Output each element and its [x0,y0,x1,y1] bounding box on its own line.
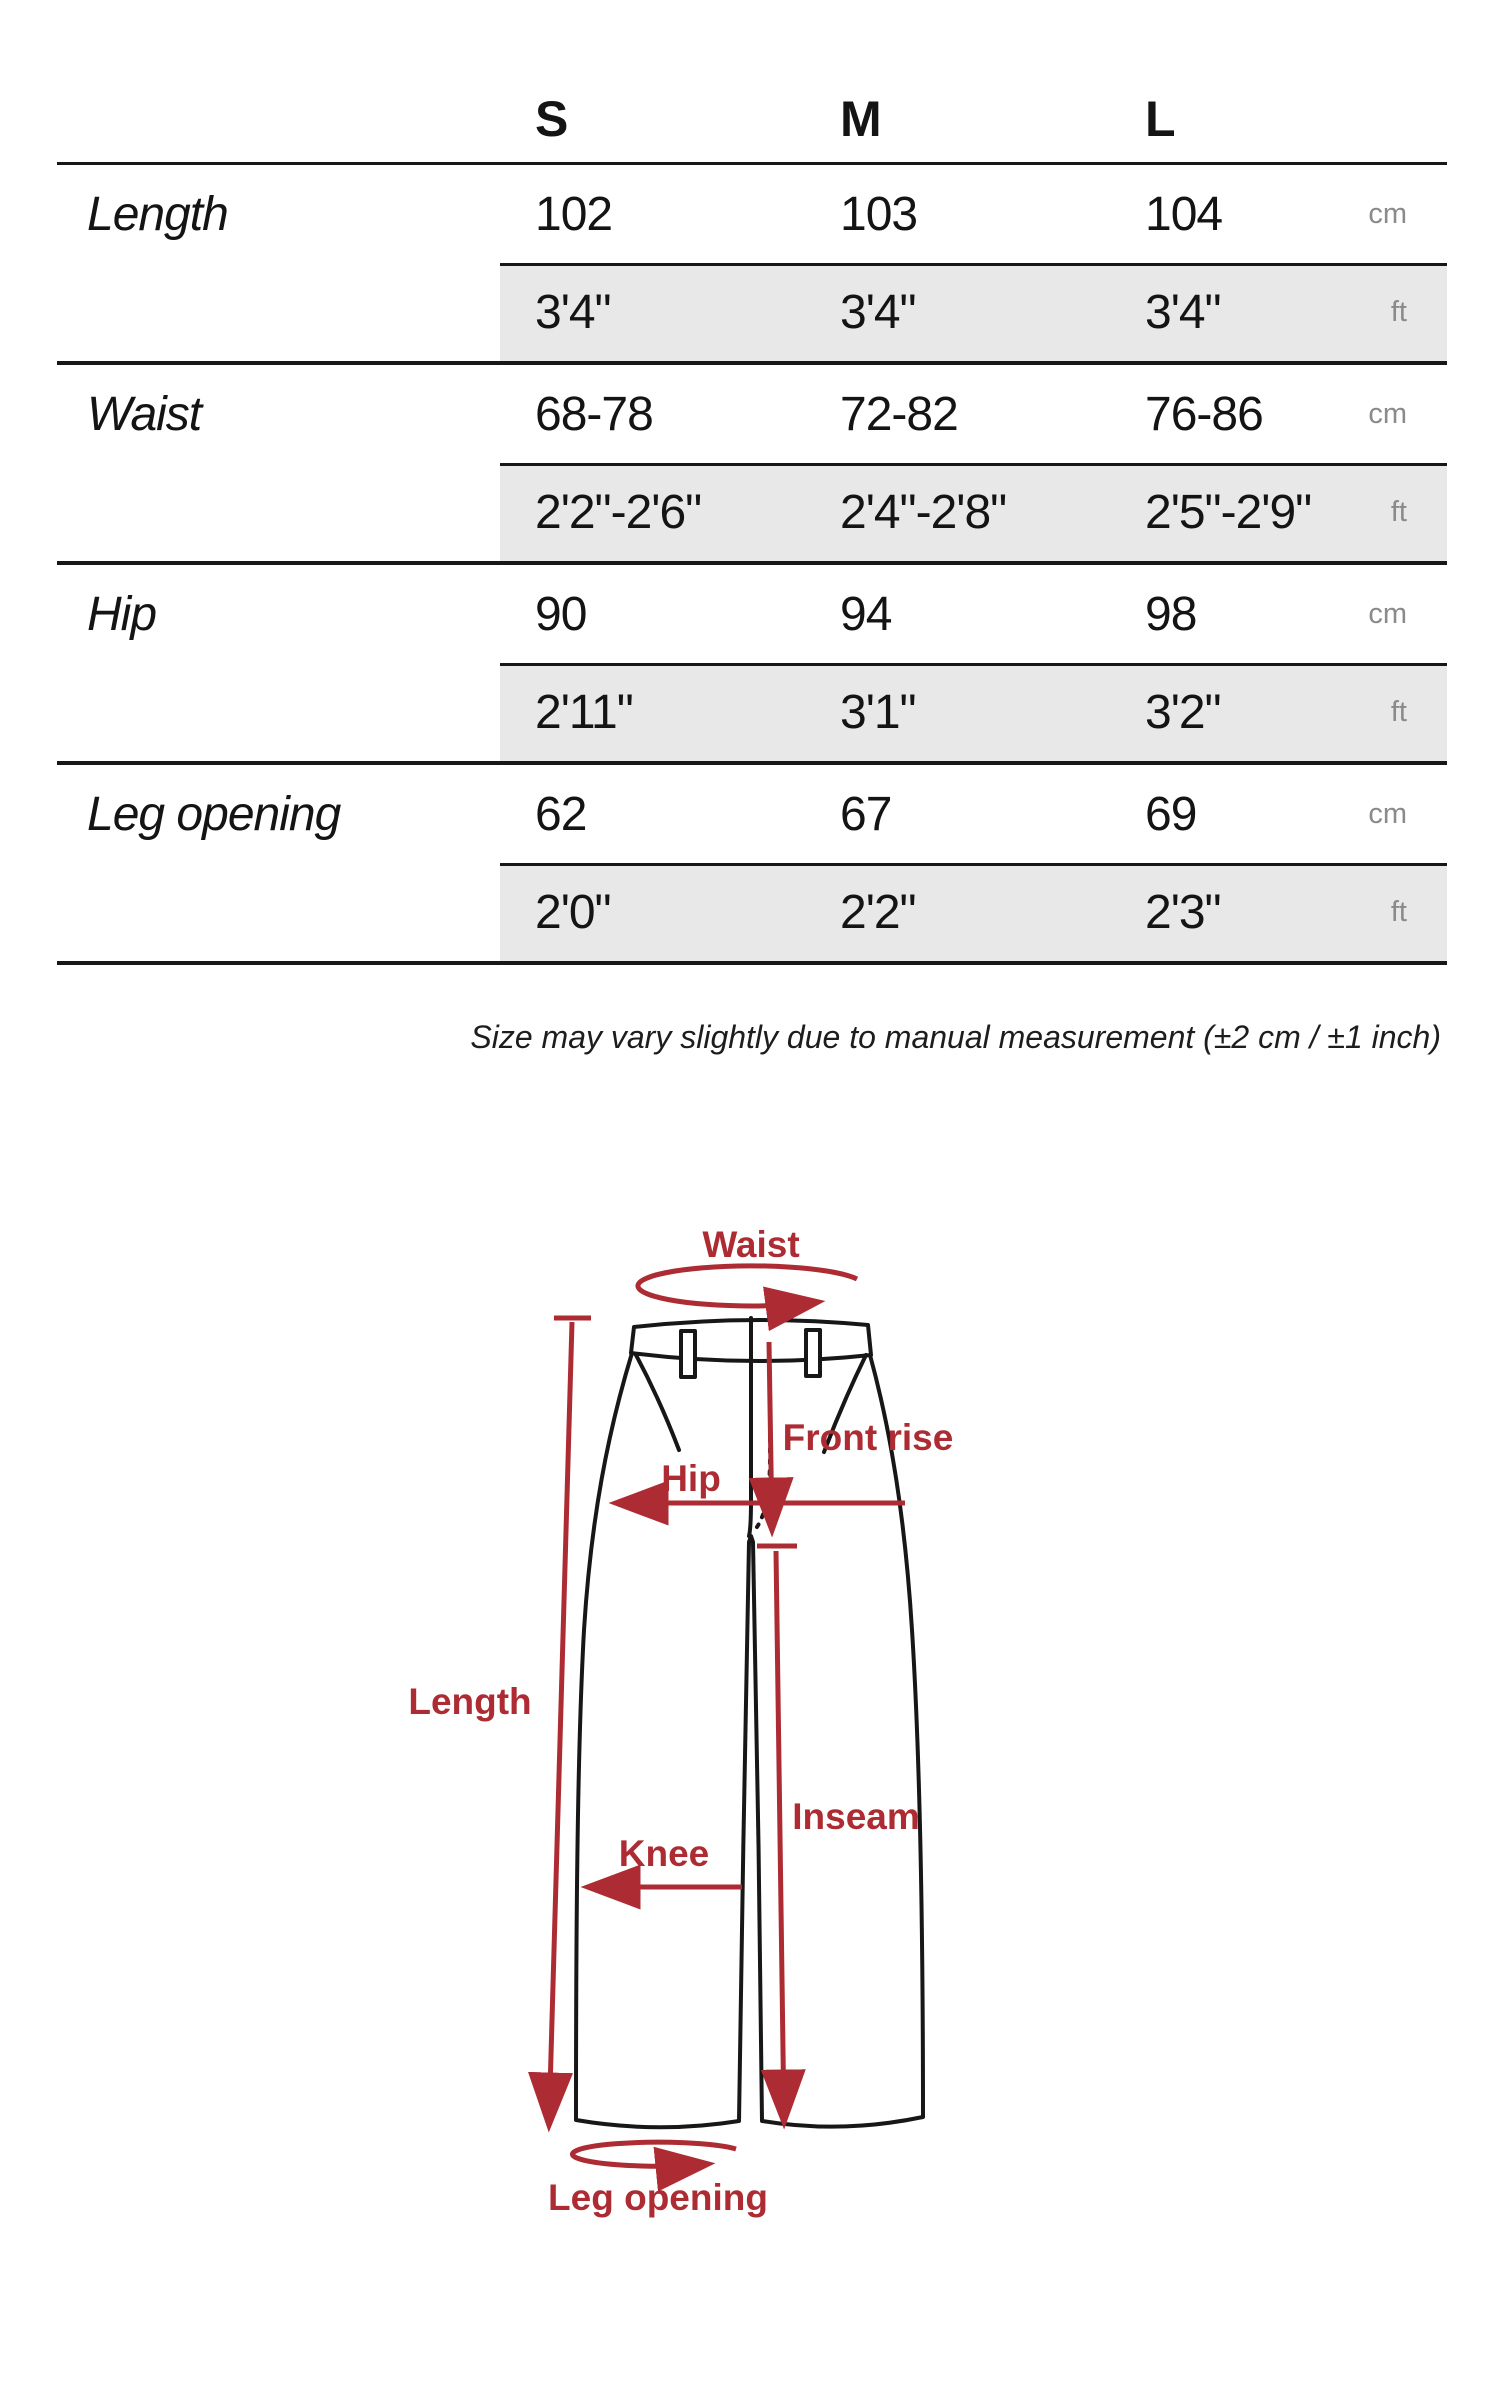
length-ft-m: 3'4" [840,285,916,339]
leg-opening-ft-l: 2'3" [1145,885,1221,939]
unit-ft: ft [1390,295,1407,328]
size-col-header-l: L [1145,91,1175,147]
unit-ft: ft [1390,695,1407,728]
length-label: Length [408,1681,532,1722]
hip-cm-s: 90 [535,587,587,641]
waist-cm-l: 76-86 [1145,387,1263,441]
row-label: Waist [87,387,202,441]
leg-opening-ft-s: 2'0" [535,885,611,939]
waist-label: Waist [702,1224,800,1265]
size-table [57,40,1447,1055]
waist-cm-s: 68-78 [535,387,653,441]
row-label: Hip [87,587,157,641]
leg-opening-label: Leg opening [548,2177,768,2218]
waist-girth-arrow [638,1266,857,1306]
length-cm-row [57,165,1447,263]
row-label: Length [87,187,228,241]
waist-ft-m: 2'4"-2'8" [840,485,1007,539]
waist-ft-row [57,463,1447,561]
unit-cm: cm [1368,597,1407,630]
hip-ft-s: 2'11" [535,685,633,739]
hip-label: Hip [661,1458,721,1499]
hip-cm-row [57,565,1447,663]
inseam-label: Inseam [792,1796,920,1837]
length-arrow [549,1322,572,2125]
length-ft-row [57,263,1447,361]
length-cm-s: 102 [535,187,613,241]
leg-opening-cm-row [57,765,1447,863]
waist-ft-s: 2'2"-2'6" [535,485,702,539]
leg-opening-cm-l: 69 [1145,787,1197,841]
size-col-header-m: M [840,91,881,147]
hip-ft-l: 3'2" [1145,685,1221,739]
front-rise-label: Front rise [782,1417,954,1458]
unit-ft: ft [1390,495,1407,528]
length-ft-s: 3'4" [535,285,611,339]
hip-cm-l: 98 [1145,587,1197,641]
table-section-length [57,165,1447,365]
belt-loop-left [681,1331,695,1377]
leg-opening-ft-row [57,863,1447,961]
table-section-waist [57,365,1447,565]
hip-ft-row [57,663,1447,761]
leg-opening-cm-s: 62 [535,787,587,841]
measurement-disclaimer: Size may vary slightly due to manual measurement (±2 cm / ±1 inch) [470,1019,1441,1055]
unit-cm: cm [1368,797,1407,830]
hip-cm-m: 94 [840,587,892,641]
leg-opening-girth-arrow [572,2142,736,2166]
size-col-header-s: S [535,91,568,147]
table-section-hip [57,565,1447,765]
unit-cm: cm [1368,197,1407,230]
front-rise-arrow [769,1342,772,1530]
size-table-header [57,40,1447,165]
pants-measurement-diagram [0,1200,1500,2400]
leg-opening-ft-m: 2'2" [840,885,916,939]
waist-cm-m: 72-82 [840,387,958,441]
length-cm-m: 103 [840,187,918,241]
waist-ft-l: 2'5"-2'9" [1145,485,1312,539]
length-ft-l: 3'4" [1145,285,1221,339]
knee-label: Knee [618,1833,710,1874]
belt-loop-right [806,1330,820,1376]
unit-ft: ft [1390,895,1407,928]
row-label: Leg opening [87,787,341,841]
table-section-leg-opening [57,765,1447,965]
length-cm-l: 104 [1145,187,1223,241]
waist-cm-row [57,365,1447,463]
unit-cm: cm [1368,397,1407,430]
leg-opening-cm-m: 67 [840,787,892,841]
hip-ft-m: 3'1" [840,685,916,739]
